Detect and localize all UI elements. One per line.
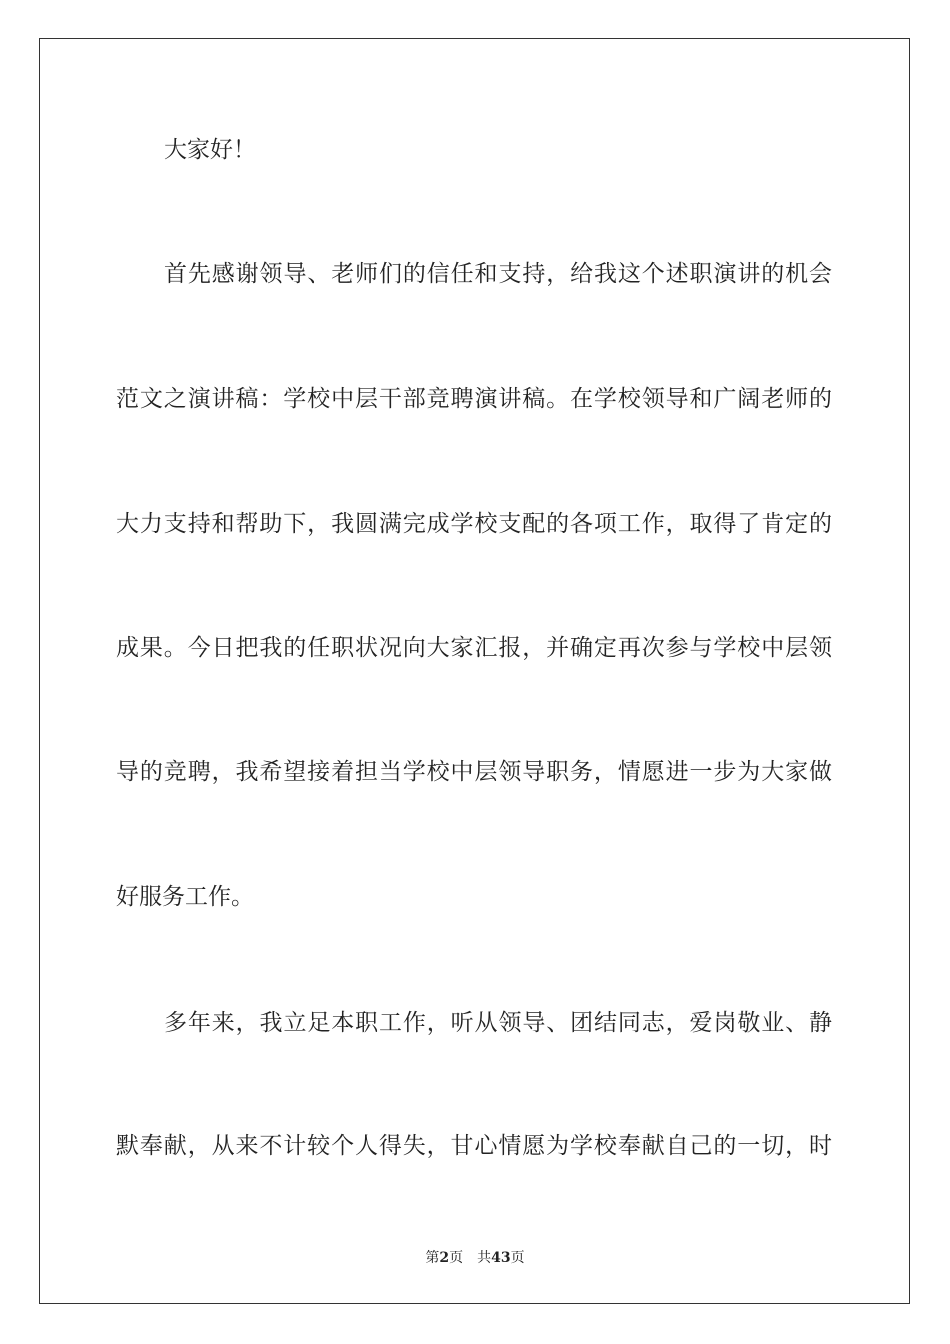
footer-page-number: 2 [439,1250,450,1266]
greeting-line: 大家好！ [164,137,256,163]
footer-page-suffix: 页 [449,1250,464,1266]
footer-total-prefix: 共 [477,1250,492,1266]
footer-page-prefix: 第 [425,1250,440,1266]
page-footer [0,1249,950,1267]
footer-total-pages: 43 [491,1250,511,1266]
paragraph-1-line-2: 范文之演讲稿：学校中层干部竞聘演讲稿。在学校领导和广阔老师的 [116,386,832,412]
paragraph-1-line-4: 成果。今日把我的任职状况向大家汇报，并确定再次参与学校中层领 [116,635,832,661]
paragraph-1-line-5: 导的竞聘，我希望接着担当学校中层领导职务，情愿进一步为大家做 [116,759,832,785]
paragraph-2-line-2: 默奉献，从来不计较个人得失，甘心情愿为学校奉献自己的一切，时 [116,1133,832,1159]
paragraph-1-line-3: 大力支持和帮助下，我圆满完成学校支配的各项工作，取得了肯定的 [116,511,832,537]
paragraph-2-line-1: 多年来，我立足本职工作，听从领导、团结同志，爱岗敬业、静 [164,1010,832,1036]
paragraph-1-line-6: 好服务工作。 [116,884,254,910]
page-frame [39,38,910,1304]
footer-total-suffix: 页 [510,1250,525,1266]
paragraph-1-line-1: 首先感谢领导、老师们的信任和支持，给我这个述职演讲的机会 [164,261,832,287]
